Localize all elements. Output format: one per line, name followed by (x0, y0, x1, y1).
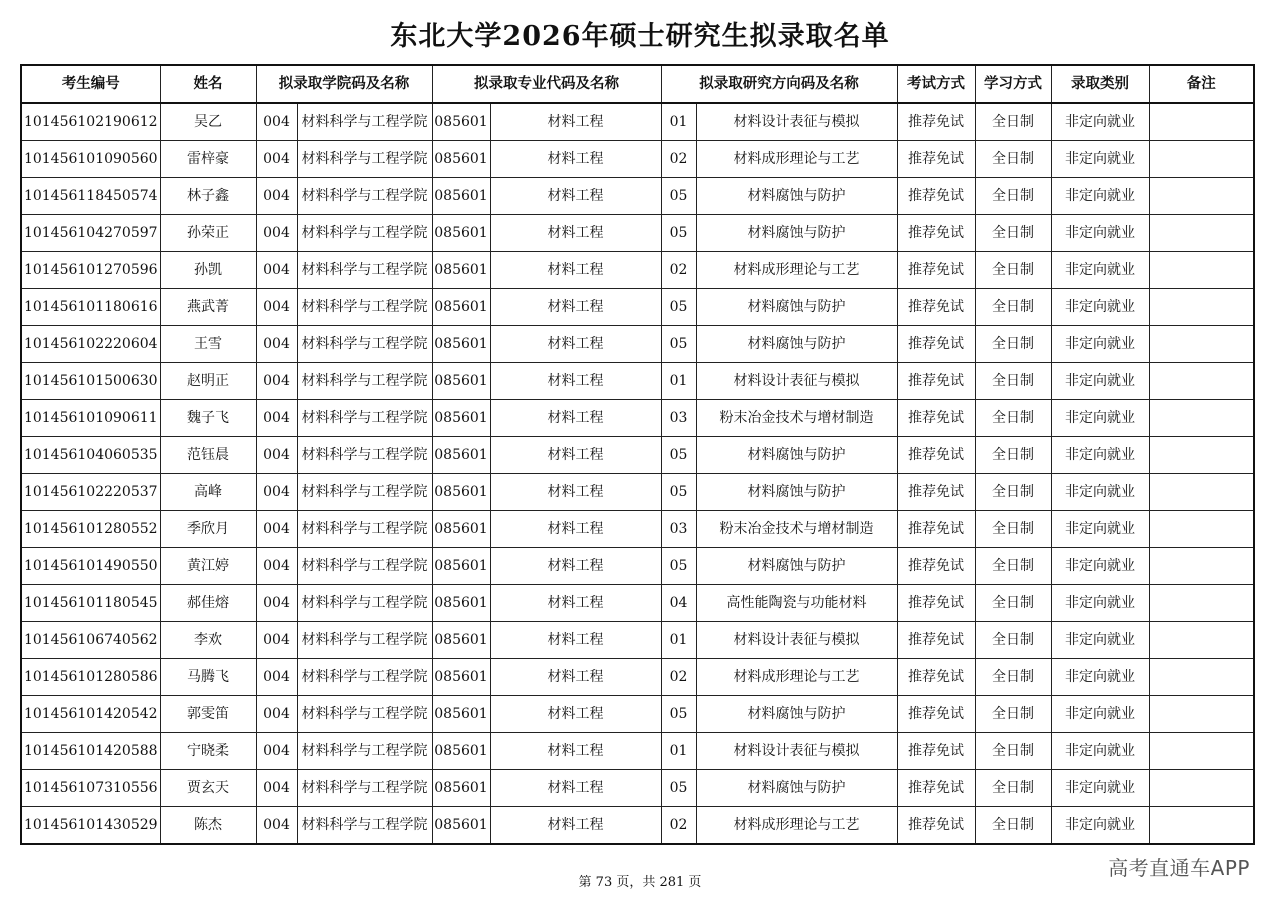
name-cell: 范钰晨 (160, 437, 256, 474)
table-row (21, 585, 1254, 622)
admission-category-cell: 非定向就业 (1051, 511, 1149, 548)
page-title: 东北大学2026年硕士研究生拟录取名单 (390, 21, 890, 52)
college-name-cell: 材料科学与工程学院 (297, 437, 432, 474)
remarks-cell (1149, 289, 1254, 326)
college-code-cell: 004 (256, 252, 297, 289)
exam-id-cell: 101456101490550 (21, 548, 160, 585)
direction-name-cell: 材料腐蚀与防护 (696, 326, 897, 363)
major-name-cell: 材料工程 (490, 585, 661, 622)
exam-id-cell: 101456101090611 (21, 400, 160, 437)
direction-code-cell: 03 (661, 511, 696, 548)
exam-type-cell: 推荐免试 (897, 807, 975, 845)
remarks-cell (1149, 585, 1254, 622)
exam-type-cell: 推荐免试 (897, 252, 975, 289)
admission-category-cell: 非定向就业 (1051, 770, 1149, 807)
exam-type-cell: 推荐免试 (897, 437, 975, 474)
major-name-cell: 材料工程 (490, 807, 661, 845)
direction-code-cell: 05 (661, 178, 696, 215)
remarks-cell (1149, 252, 1254, 289)
direction-code-cell: 03 (661, 400, 696, 437)
admission-category-cell: 非定向就业 (1051, 585, 1149, 622)
exam-type-cell: 推荐免试 (897, 363, 975, 400)
direction-name-cell: 材料腐蚀与防护 (696, 289, 897, 326)
admission-category-cell: 非定向就业 (1051, 252, 1149, 289)
direction-code-cell: 05 (661, 437, 696, 474)
table-row (21, 289, 1254, 326)
remarks-cell (1149, 696, 1254, 733)
college-code-cell: 004 (256, 178, 297, 215)
name-cell: 燕武菁 (160, 289, 256, 326)
major-code-cell: 085601 (432, 141, 490, 178)
college-name-cell: 材料科学与工程学院 (297, 141, 432, 178)
college-code-cell: 004 (256, 141, 297, 178)
direction-name-cell: 材料设计表征与模拟 (696, 622, 897, 659)
table-row (21, 178, 1254, 215)
study-mode-cell: 全日制 (975, 511, 1051, 548)
direction-code-cell: 05 (661, 474, 696, 511)
header-remarks: 备注 (1149, 65, 1254, 103)
direction-name-cell: 粉末冶金技术与增材制造 (696, 511, 897, 548)
name-cell: 宁晓柔 (160, 733, 256, 770)
college-code-cell: 004 (256, 215, 297, 252)
exam-type-cell: 推荐免试 (897, 733, 975, 770)
direction-name-cell: 材料成形理论与工艺 (696, 807, 897, 845)
remarks-cell (1149, 400, 1254, 437)
header-admission-category: 录取类别 (1051, 65, 1149, 103)
direction-code-cell: 01 (661, 363, 696, 400)
admission-category-cell: 非定向就业 (1051, 289, 1149, 326)
study-mode-cell: 全日制 (975, 622, 1051, 659)
college-code-cell: 004 (256, 437, 297, 474)
name-cell: 季欣月 (160, 511, 256, 548)
exam-type-cell: 推荐免试 (897, 511, 975, 548)
admission-category-cell: 非定向就业 (1051, 622, 1149, 659)
study-mode-cell: 全日制 (975, 548, 1051, 585)
college-name-cell: 材料科学与工程学院 (297, 696, 432, 733)
exam-type-cell: 推荐免试 (897, 622, 975, 659)
college-name-cell: 材料科学与工程学院 (297, 511, 432, 548)
remarks-cell (1149, 326, 1254, 363)
table-row (21, 696, 1254, 733)
college-code-cell: 004 (256, 622, 297, 659)
direction-code-cell: 01 (661, 103, 696, 141)
major-code-cell: 085601 (432, 103, 490, 141)
study-mode-cell: 全日制 (975, 252, 1051, 289)
direction-name-cell: 材料设计表征与模拟 (696, 363, 897, 400)
direction-name-cell: 材料腐蚀与防护 (696, 178, 897, 215)
direction-code-cell: 02 (661, 659, 696, 696)
admission-category-cell: 非定向就业 (1051, 548, 1149, 585)
direction-name-cell: 材料腐蚀与防护 (696, 474, 897, 511)
exam-type-cell: 推荐免试 (897, 141, 975, 178)
header-study-mode: 学习方式 (975, 65, 1051, 103)
remarks-cell (1149, 363, 1254, 400)
direction-name-cell: 高性能陶瓷与功能材料 (696, 585, 897, 622)
exam-type-cell: 推荐免试 (897, 770, 975, 807)
name-cell: 雷梓豪 (160, 141, 256, 178)
study-mode-cell: 全日制 (975, 474, 1051, 511)
table-row (21, 363, 1254, 400)
direction-code-cell: 05 (661, 770, 696, 807)
major-name-cell: 材料工程 (490, 103, 661, 141)
exam-id-cell: 101456102190612 (21, 103, 160, 141)
name-cell: 贾玄天 (160, 770, 256, 807)
direction-name-cell: 材料腐蚀与防护 (696, 548, 897, 585)
study-mode-cell: 全日制 (975, 141, 1051, 178)
name-cell: 孙凯 (160, 252, 256, 289)
college-code-cell: 004 (256, 807, 297, 845)
major-code-cell: 085601 (432, 659, 490, 696)
direction-name-cell: 材料设计表征与模拟 (696, 733, 897, 770)
study-mode-cell: 全日制 (975, 807, 1051, 845)
remarks-cell (1149, 548, 1254, 585)
direction-code-cell: 02 (661, 807, 696, 845)
major-name-cell: 材料工程 (490, 289, 661, 326)
admission-category-cell: 非定向就业 (1051, 103, 1149, 141)
major-code-cell: 085601 (432, 178, 490, 215)
header-exam-id: 考生编号 (21, 65, 160, 103)
name-cell: 李欢 (160, 622, 256, 659)
college-name-cell: 材料科学与工程学院 (297, 548, 432, 585)
table-row (21, 103, 1254, 141)
exam-id-cell: 101456101280586 (21, 659, 160, 696)
direction-code-cell: 05 (661, 548, 696, 585)
header-exam-type: 考试方式 (897, 65, 975, 103)
college-code-cell: 004 (256, 770, 297, 807)
direction-code-cell: 05 (661, 215, 696, 252)
major-name-cell: 材料工程 (490, 474, 661, 511)
major-code-cell: 085601 (432, 326, 490, 363)
direction-code-cell: 05 (661, 326, 696, 363)
exam-type-cell: 推荐免试 (897, 103, 975, 141)
direction-code-cell: 02 (661, 141, 696, 178)
major-name-cell: 材料工程 (490, 511, 661, 548)
college-code-cell: 004 (256, 548, 297, 585)
admission-category-cell: 非定向就业 (1051, 178, 1149, 215)
exam-type-cell: 推荐免试 (897, 696, 975, 733)
table-row (21, 622, 1254, 659)
college-name-cell: 材料科学与工程学院 (297, 289, 432, 326)
college-code-cell: 004 (256, 400, 297, 437)
study-mode-cell: 全日制 (975, 103, 1051, 141)
direction-name-cell: 粉末冶金技术与增材制造 (696, 400, 897, 437)
college-name-cell: 材料科学与工程学院 (297, 622, 432, 659)
name-cell: 林子鑫 (160, 178, 256, 215)
major-name-cell: 材料工程 (490, 252, 661, 289)
remarks-cell (1149, 141, 1254, 178)
study-mode-cell: 全日制 (975, 178, 1051, 215)
admission-category-cell: 非定向就业 (1051, 659, 1149, 696)
table-row (21, 511, 1254, 548)
college-code-cell: 004 (256, 474, 297, 511)
study-mode-cell: 全日制 (975, 437, 1051, 474)
study-mode-cell: 全日制 (975, 733, 1051, 770)
major-name-cell: 材料工程 (490, 178, 661, 215)
exam-id-cell: 101456101420542 (21, 696, 160, 733)
college-code-cell: 004 (256, 659, 297, 696)
admission-category-cell: 非定向就业 (1051, 696, 1149, 733)
remarks-cell (1149, 103, 1254, 141)
remarks-cell (1149, 659, 1254, 696)
exam-id-cell: 101456102220604 (21, 326, 160, 363)
college-code-cell: 004 (256, 696, 297, 733)
study-mode-cell: 全日制 (975, 363, 1051, 400)
name-cell: 赵明正 (160, 363, 256, 400)
name-cell: 高峰 (160, 474, 256, 511)
remarks-cell (1149, 511, 1254, 548)
table-row (21, 659, 1254, 696)
table-row (21, 437, 1254, 474)
name-cell: 陈杰 (160, 807, 256, 845)
admission-category-cell: 非定向就业 (1051, 141, 1149, 178)
admission-table (20, 64, 1255, 845)
major-name-cell: 材料工程 (490, 141, 661, 178)
exam-id-cell: 101456101420588 (21, 733, 160, 770)
college-code-cell: 004 (256, 103, 297, 141)
major-code-cell: 085601 (432, 363, 490, 400)
major-code-cell: 085601 (432, 474, 490, 511)
direction-name-cell: 材料腐蚀与防护 (696, 696, 897, 733)
study-mode-cell: 全日制 (975, 215, 1051, 252)
direction-name-cell: 材料腐蚀与防护 (696, 437, 897, 474)
remarks-cell (1149, 770, 1254, 807)
remarks-cell (1149, 437, 1254, 474)
college-name-cell: 材料科学与工程学院 (297, 326, 432, 363)
major-code-cell: 085601 (432, 289, 490, 326)
admission-category-cell: 非定向就业 (1051, 733, 1149, 770)
college-name-cell: 材料科学与工程学院 (297, 659, 432, 696)
remarks-cell (1149, 178, 1254, 215)
direction-code-cell: 02 (661, 252, 696, 289)
study-mode-cell: 全日制 (975, 696, 1051, 733)
direction-code-cell: 04 (661, 585, 696, 622)
table-body (21, 103, 1254, 844)
major-code-cell: 085601 (432, 400, 490, 437)
exam-id-cell: 101456101090560 (21, 141, 160, 178)
direction-code-cell: 01 (661, 622, 696, 659)
major-name-cell: 材料工程 (490, 326, 661, 363)
exam-id-cell: 101456101500630 (21, 363, 160, 400)
exam-type-cell: 推荐免试 (897, 474, 975, 511)
major-name-cell: 材料工程 (490, 400, 661, 437)
college-code-cell: 004 (256, 289, 297, 326)
table-header-row (21, 65, 1254, 103)
table-row (21, 548, 1254, 585)
remarks-cell (1149, 733, 1254, 770)
exam-id-cell: 101456106740562 (21, 622, 160, 659)
header-name: 姓名 (160, 65, 256, 103)
admission-category-cell: 非定向就业 (1051, 474, 1149, 511)
exam-id-cell: 101456101180616 (21, 289, 160, 326)
college-name-cell: 材料科学与工程学院 (297, 215, 432, 252)
study-mode-cell: 全日制 (975, 326, 1051, 363)
major-name-cell: 材料工程 (490, 696, 661, 733)
major-name-cell: 材料工程 (490, 437, 661, 474)
direction-name-cell: 材料成形理论与工艺 (696, 659, 897, 696)
major-name-cell: 材料工程 (490, 363, 661, 400)
major-name-cell: 材料工程 (490, 622, 661, 659)
study-mode-cell: 全日制 (975, 770, 1051, 807)
name-cell: 黄江婷 (160, 548, 256, 585)
admission-category-cell: 非定向就业 (1051, 400, 1149, 437)
table-row (21, 252, 1254, 289)
college-code-cell: 004 (256, 511, 297, 548)
direction-code-cell: 01 (661, 733, 696, 770)
exam-type-cell: 推荐免试 (897, 215, 975, 252)
college-code-cell: 004 (256, 363, 297, 400)
exam-type-cell: 推荐免试 (897, 585, 975, 622)
exam-type-cell: 推荐免试 (897, 326, 975, 363)
exam-type-cell: 推荐免试 (897, 289, 975, 326)
major-code-cell: 085601 (432, 807, 490, 845)
exam-type-cell: 推荐免试 (897, 548, 975, 585)
exam-id-cell: 101456118450574 (21, 178, 160, 215)
table-row (21, 141, 1254, 178)
header-college: 拟录取学院码及名称 (256, 65, 432, 103)
college-code-cell: 004 (256, 585, 297, 622)
study-mode-cell: 全日制 (975, 400, 1051, 437)
direction-name-cell: 材料设计表征与模拟 (696, 103, 897, 141)
remarks-cell (1149, 622, 1254, 659)
exam-type-cell: 推荐免试 (897, 178, 975, 215)
college-code-cell: 004 (256, 326, 297, 363)
college-name-cell: 材料科学与工程学院 (297, 770, 432, 807)
remarks-cell (1149, 807, 1254, 845)
admission-category-cell: 非定向就业 (1051, 215, 1149, 252)
name-cell: 魏子飞 (160, 400, 256, 437)
major-code-cell: 085601 (432, 215, 490, 252)
major-code-cell: 085601 (432, 770, 490, 807)
college-name-cell: 材料科学与工程学院 (297, 103, 432, 141)
exam-type-cell: 推荐免试 (897, 400, 975, 437)
watermark: 高考直通车APP (1108, 856, 1250, 880)
exam-id-cell: 101456104270597 (21, 215, 160, 252)
major-name-cell: 材料工程 (490, 770, 661, 807)
college-name-cell: 材料科学与工程学院 (297, 733, 432, 770)
name-cell: 马腾飞 (160, 659, 256, 696)
major-code-cell: 085601 (432, 733, 490, 770)
name-cell: 郝佳熔 (160, 585, 256, 622)
name-cell: 孙荣正 (160, 215, 256, 252)
admission-category-cell: 非定向就业 (1051, 437, 1149, 474)
major-name-cell: 材料工程 (490, 215, 661, 252)
major-code-cell: 085601 (432, 511, 490, 548)
college-name-cell: 材料科学与工程学院 (297, 363, 432, 400)
exam-id-cell: 101456101270596 (21, 252, 160, 289)
direction-name-cell: 材料腐蚀与防护 (696, 215, 897, 252)
college-name-cell: 材料科学与工程学院 (297, 585, 432, 622)
direction-name-cell: 材料成形理论与工艺 (696, 252, 897, 289)
college-name-cell: 材料科学与工程学院 (297, 252, 432, 289)
major-code-cell: 085601 (432, 437, 490, 474)
major-name-cell: 材料工程 (490, 659, 661, 696)
table-row (21, 733, 1254, 770)
remarks-cell (1149, 215, 1254, 252)
major-code-cell: 085601 (432, 548, 490, 585)
direction-name-cell: 材料腐蚀与防护 (696, 770, 897, 807)
table-row (21, 326, 1254, 363)
exam-id-cell: 101456104060535 (21, 437, 160, 474)
table-row (21, 807, 1254, 845)
direction-code-cell: 05 (661, 696, 696, 733)
remarks-cell (1149, 474, 1254, 511)
table-row (21, 770, 1254, 807)
name-cell: 吴乙 (160, 103, 256, 141)
major-name-cell: 材料工程 (490, 733, 661, 770)
name-cell: 郭雯笛 (160, 696, 256, 733)
exam-type-cell: 推荐免试 (897, 659, 975, 696)
exam-id-cell: 101456102220537 (21, 474, 160, 511)
admission-category-cell: 非定向就业 (1051, 807, 1149, 845)
admission-category-cell: 非定向就业 (1051, 326, 1149, 363)
direction-name-cell: 材料成形理论与工艺 (696, 141, 897, 178)
major-code-cell: 085601 (432, 622, 490, 659)
exam-id-cell: 101456101180545 (21, 585, 160, 622)
major-code-cell: 085601 (432, 585, 490, 622)
major-code-cell: 085601 (432, 696, 490, 733)
table-row (21, 215, 1254, 252)
college-name-cell: 材料科学与工程学院 (297, 807, 432, 845)
study-mode-cell: 全日制 (975, 585, 1051, 622)
college-code-cell: 004 (256, 733, 297, 770)
table-row (21, 400, 1254, 437)
major-name-cell: 材料工程 (490, 548, 661, 585)
exam-id-cell: 101456107310556 (21, 770, 160, 807)
exam-id-cell: 101456101280552 (21, 511, 160, 548)
college-name-cell: 材料科学与工程学院 (297, 474, 432, 511)
major-code-cell: 085601 (432, 252, 490, 289)
header-research-direction: 拟录取研究方向码及名称 (661, 65, 897, 103)
admission-category-cell: 非定向就业 (1051, 363, 1149, 400)
study-mode-cell: 全日制 (975, 289, 1051, 326)
header-major: 拟录取专业代码及名称 (432, 65, 661, 103)
direction-code-cell: 05 (661, 289, 696, 326)
college-name-cell: 材料科学与工程学院 (297, 178, 432, 215)
page-number: 第 73 页，共 281 页 (578, 875, 702, 890)
college-name-cell: 材料科学与工程学院 (297, 400, 432, 437)
name-cell: 王雪 (160, 326, 256, 363)
study-mode-cell: 全日制 (975, 659, 1051, 696)
table-row (21, 474, 1254, 511)
exam-id-cell: 101456101430529 (21, 807, 160, 845)
